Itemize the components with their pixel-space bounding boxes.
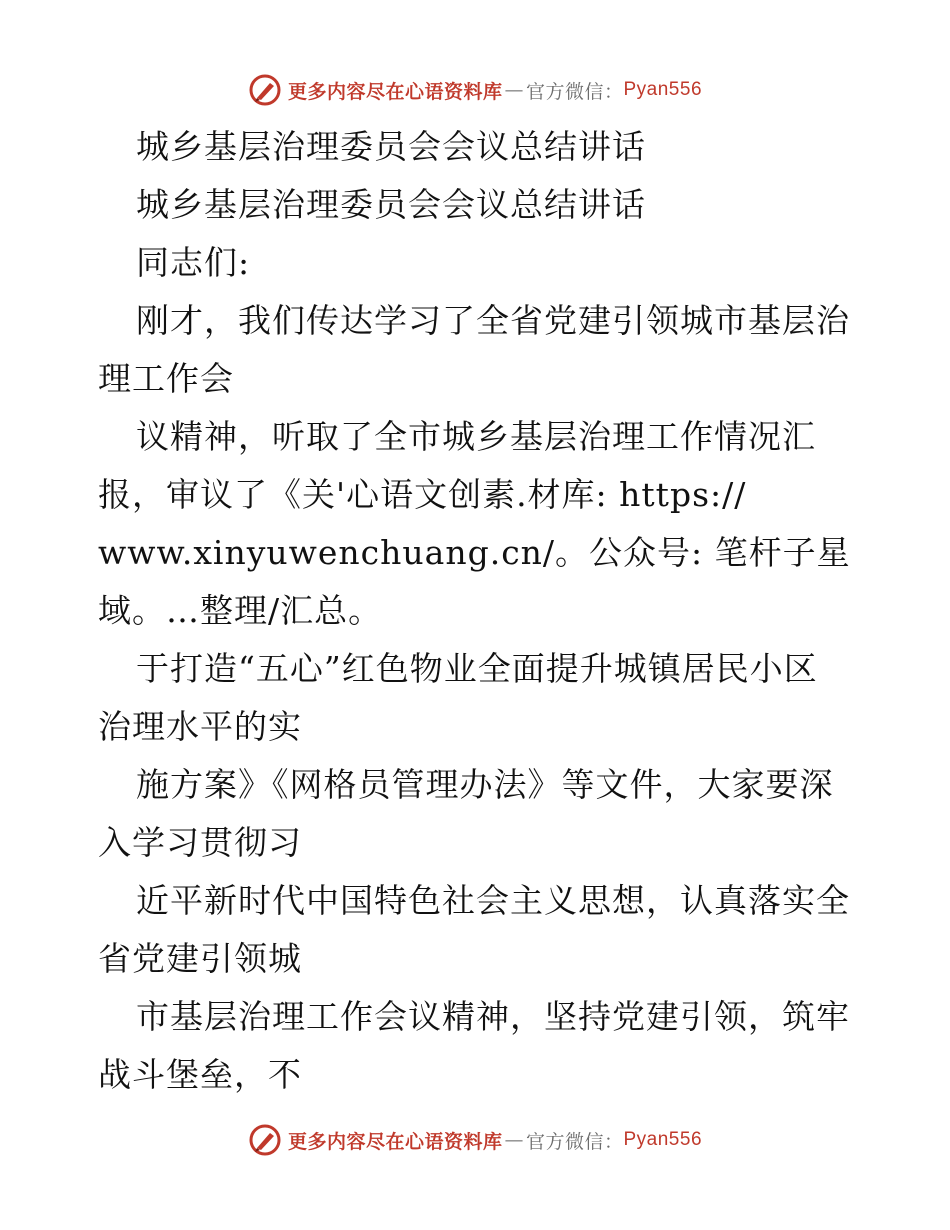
doc-paragraph-line: 市基层治理工作会议精神，坚持党建引领，筑牢	[136, 997, 850, 1036]
doc-paragraph-line: 报，审议了《关'心语文创素.材库: https://	[98, 475, 747, 514]
doc-paragraph-line: 议精神，听取了全市城乡基层治理工作情况汇	[136, 417, 816, 456]
doc-paragraph-line: 治理水平的实	[98, 707, 302, 746]
watermark-main-text: 更多内容尽在心语资料库	[287, 1130, 503, 1153]
watermark-separator: —	[504, 1129, 524, 1151]
doc-title: 城乡基层治理委员会会议总结讲话	[136, 127, 646, 166]
doc-paragraph-line: 战斗堡垒，不	[98, 1055, 302, 1094]
header-watermark	[0, 70, 950, 110]
watermark-separator: —	[504, 79, 524, 101]
watermark-wechat-id: Pyan556	[623, 1129, 703, 1150]
pen-logo-icon	[248, 73, 282, 107]
doc-paragraph-line: 域。…整理/汇总。	[98, 591, 383, 630]
doc-paragraph-line: www.xinyuwenchuang.cn/。公众号: 笔杆子星	[98, 533, 851, 572]
watermark-main-text: 更多内容尽在心语资料库	[287, 80, 503, 103]
doc-paragraph-line: 入学习贯彻习	[98, 823, 302, 862]
doc-paragraph-line: 理工作会	[98, 359, 234, 398]
footer-watermark	[0, 1120, 950, 1160]
doc-salutation: 同志们:	[136, 243, 251, 282]
document-body	[98, 118, 858, 1104]
watermark-wechat-label: 官方微信：	[525, 1130, 624, 1153]
doc-paragraph-line: 省党建引领城	[98, 939, 302, 978]
pen-logo-icon	[248, 1123, 282, 1157]
doc-paragraph-line: 近平新时代中国特色社会主义思想，认真落实全	[136, 881, 850, 920]
watermark-wechat-id: Pyan556	[623, 79, 703, 100]
doc-paragraph-line: 施方案》《网格员管理办法》等文件，大家要深	[136, 765, 834, 804]
doc-paragraph-line: 于打造“五心”红色物业全面提升城镇居民小区	[136, 649, 818, 688]
doc-title-repeat: 城乡基层治理委员会会议总结讲话	[136, 185, 646, 224]
watermark-wechat-label: 官方微信：	[525, 80, 624, 103]
doc-paragraph-line: 刚才，我们传达学习了全省党建引领城市基层治	[136, 301, 850, 340]
